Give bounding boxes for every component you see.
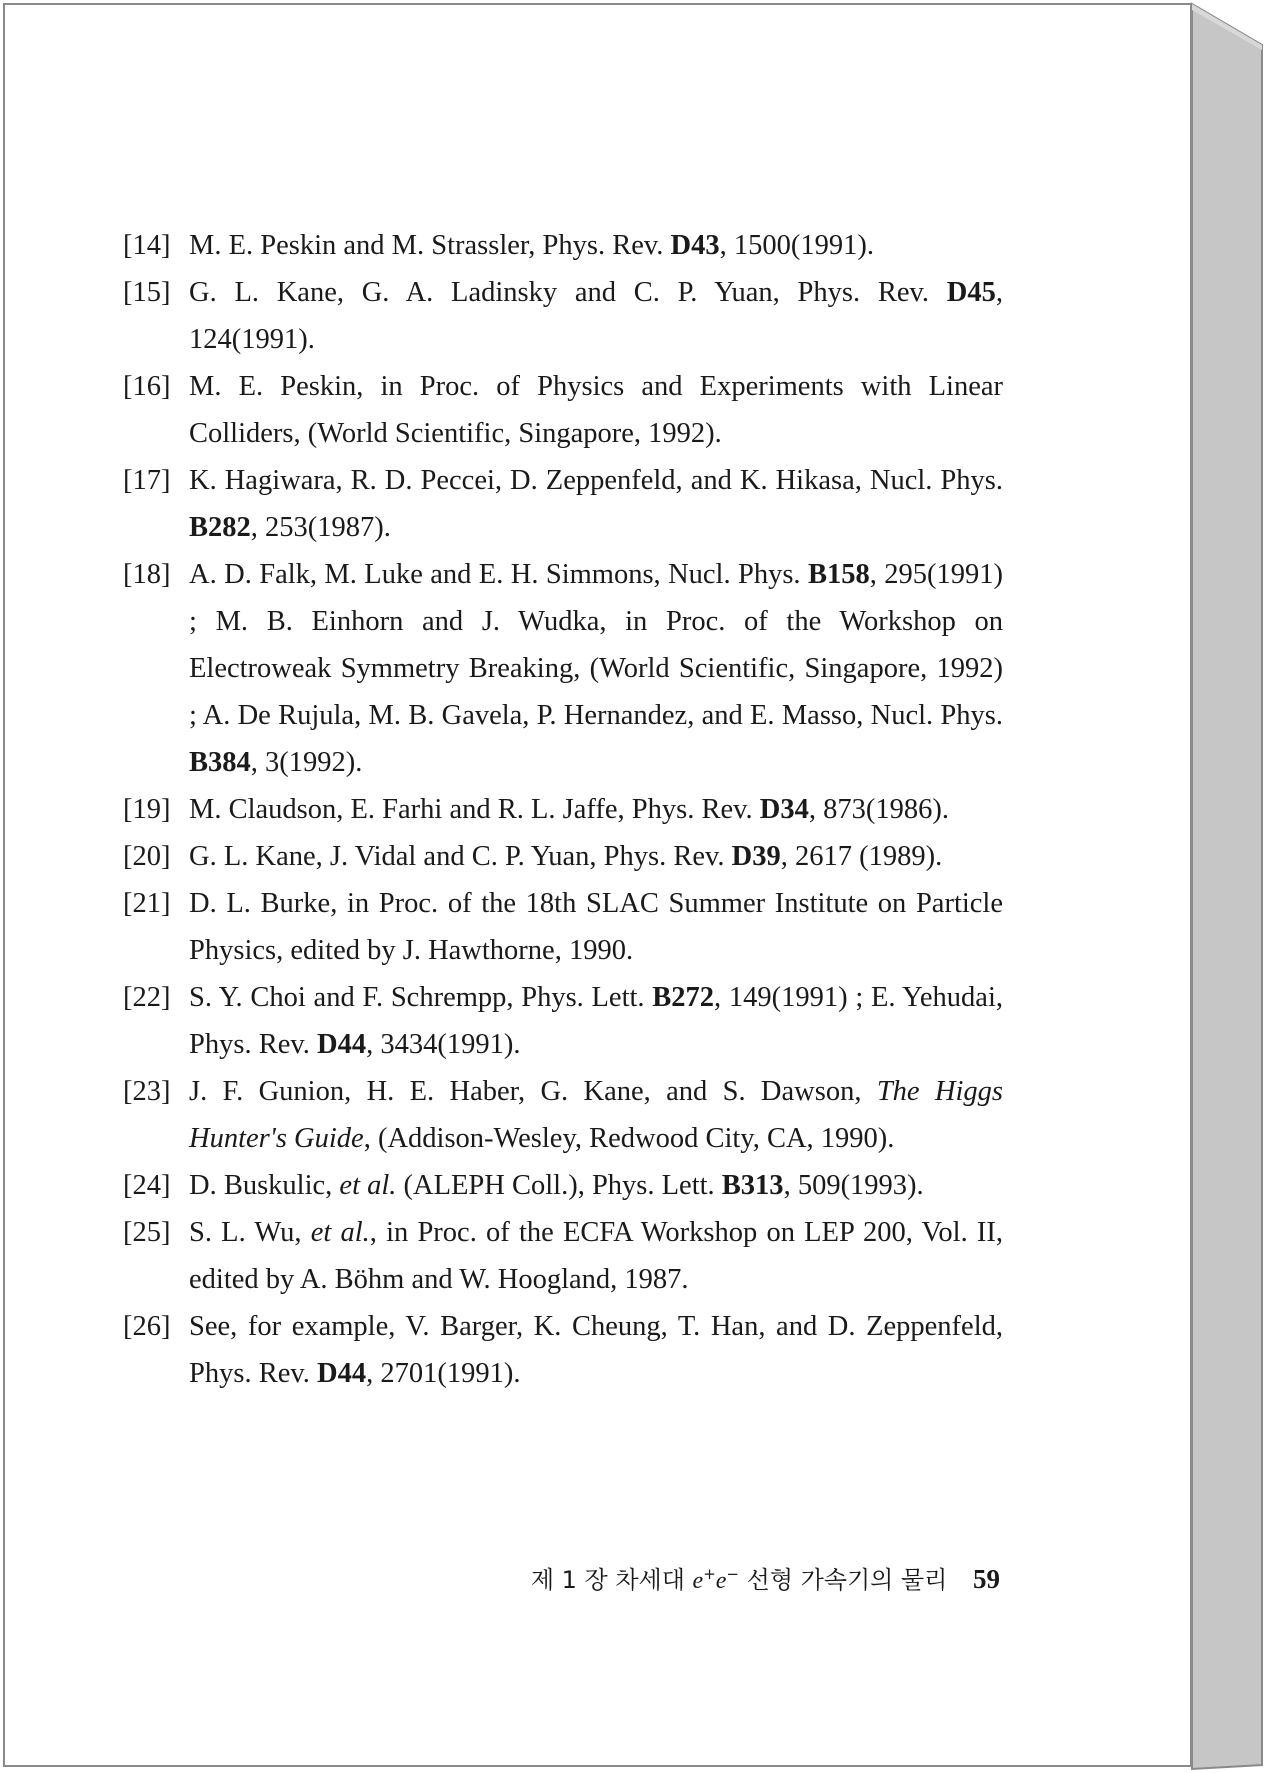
- citation-text: D. Buskulic,: [189, 1170, 340, 1201]
- volume-number: B282: [189, 512, 251, 543]
- reference-item: [123, 1303, 1003, 1397]
- minus-sign: −: [726, 1565, 739, 1583]
- reference-item: [123, 457, 1003, 551]
- chapter-title: 선형 가속기의 물리: [739, 1566, 948, 1594]
- citation-text: (ALEPH Coll.), Phys. Lett.: [396, 1170, 722, 1201]
- reference-text: [189, 1303, 1003, 1397]
- reference-text: [189, 1162, 1003, 1209]
- reference-number: [15]: [123, 277, 171, 308]
- citation-text: A. D. Falk, M. Luke and E. H. Simmons, Nucl. Phys.: [189, 559, 808, 590]
- italic-text: The Higgs Hunter's Guide: [189, 1076, 1004, 1154]
- plus-sign: +: [703, 1565, 716, 1583]
- reference-text: [189, 833, 1003, 880]
- reference-item: [123, 974, 1003, 1068]
- reference-text: [189, 222, 1003, 269]
- reference-text: [189, 1209, 1003, 1303]
- citation-text: , 295(1991) ; M. B. Einhorn and J. Wudka, in Proc. of the Workshop on Electroweak Symmetry Breaking, (World Scientific, Singapore, 1992) ; A. De Rujula, M. B. Gavela, P. Hernandez, and E. Masso, Nucl. Phys.: [189, 559, 1003, 731]
- citation-text: M. Claudson, E. Farhi and R. L. Jaffe, Phys. Rev.: [189, 794, 760, 825]
- reference-number: [18]: [123, 559, 171, 590]
- volume-number: D43: [670, 230, 720, 261]
- reference-number: [14]: [123, 230, 171, 261]
- volume-number: D34: [759, 794, 809, 825]
- citation-text: , 3434(1991).: [366, 1029, 521, 1060]
- citation-text: , 124(1991).: [189, 277, 1003, 355]
- citation-text: , 873(1986).: [808, 794, 949, 825]
- citation-text: , 149(1991) ; E. Yehudai, Phys. Rev.: [189, 982, 1003, 1060]
- volume-number: D39: [731, 841, 781, 872]
- reference-number: [19]: [123, 794, 171, 825]
- citation-text: See, for example, V. Barger, K. Cheung, T. Han, and D. Zeppenfeld, Phys. Rev.: [189, 1311, 1003, 1389]
- reference-number: [26]: [123, 1311, 171, 1342]
- volume-number: D45: [946, 277, 996, 308]
- reference-number: [25]: [123, 1217, 171, 1248]
- reference-item: [123, 786, 1003, 833]
- citation-text: , (Addison-Wesley, Redwood City, CA, 1990).: [363, 1123, 895, 1154]
- reference-number: [16]: [123, 371, 171, 402]
- volume-number: D44: [317, 1358, 367, 1389]
- positron-symbol: e: [715, 1568, 727, 1594]
- reference-list: [123, 222, 1003, 1397]
- reference-item: [123, 833, 1003, 880]
- reference-item: [123, 1162, 1003, 1209]
- reference-text: [189, 363, 1003, 457]
- reference-number: [24]: [123, 1170, 171, 1201]
- citation-text: , 2617 (1989).: [780, 841, 943, 872]
- citation-text: , in Proc. of the ECFA Workshop on LEP 200, Vol. II, edited by A. Böhm and W. Hoogland, 1987.: [189, 1217, 1003, 1295]
- volume-number: B313: [721, 1170, 784, 1201]
- reference-item: [123, 1068, 1003, 1162]
- reference-text: [189, 880, 1003, 974]
- volume-number: B272: [652, 982, 715, 1013]
- page-number: 59: [973, 1564, 1000, 1594]
- reference-item: [123, 222, 1003, 269]
- citation-text: K. Hagiwara, R. D. Peccei, D. Zeppenfeld, and K. Hikasa, Nucl. Phys.: [189, 465, 1003, 496]
- chapter-label: 제 1 장 차세대: [530, 1566, 685, 1594]
- citation-text: , 509(1993).: [783, 1170, 924, 1201]
- reference-text: [189, 1068, 1003, 1162]
- reference-text: [189, 786, 1003, 833]
- reference-text: [189, 551, 1003, 786]
- italic-text: et al.: [310, 1217, 370, 1248]
- citation-text: G. L. Kane, J. Vidal and C. P. Yuan, Phys. Rev.: [189, 841, 732, 872]
- reference-item: [123, 880, 1003, 974]
- reference-text: [189, 974, 1003, 1068]
- reference-number: [22]: [123, 982, 171, 1013]
- reference-number: [20]: [123, 841, 171, 872]
- reference-number: [17]: [123, 465, 171, 496]
- reference-item: [123, 1209, 1003, 1303]
- citation-text: S. L. Wu,: [189, 1217, 311, 1248]
- italic-text: et al.: [339, 1170, 397, 1201]
- citation-text: D. L. Burke, in Proc. of the 18th SLAC Summer Institute on Particle Physics, edited by J. Hawthorne, 1990.: [189, 888, 1003, 966]
- electron-symbol: e: [692, 1568, 704, 1594]
- citation-text: M. E. Peskin and M. Strassler, Phys. Rev.: [189, 230, 671, 261]
- citation-text: S. Y. Choi and F. Schrempp, Phys. Lett.: [189, 982, 653, 1013]
- citation-text: G. L. Kane, G. A. Ladinsky and C. P. Yuan, Phys. Rev.: [189, 277, 947, 308]
- reference-item: [123, 551, 1003, 786]
- reference-number: [21]: [123, 888, 171, 919]
- citation-text: J. F. Gunion, H. E. Haber, G. Kane, and S. Dawson,: [189, 1076, 877, 1107]
- reference-text: [189, 269, 1003, 363]
- volume-number: B158: [807, 559, 870, 590]
- reference-text: [189, 457, 1003, 551]
- citation-text: M. E. Peskin, in Proc. of Physics and Experiments with Linear Colliders, (World Scientific, Singapore, 1992).: [189, 371, 1003, 449]
- reference-item: [123, 269, 1003, 363]
- citation-text: , 2701(1991).: [366, 1358, 521, 1389]
- page-footer: [470, 1560, 1000, 1595]
- citation-text: , 1500(1991).: [719, 230, 874, 261]
- citation-text: , 3(1992).: [250, 747, 363, 778]
- reference-item: [123, 363, 1003, 457]
- reference-number: [23]: [123, 1076, 171, 1107]
- volume-number: D44: [317, 1029, 367, 1060]
- volume-number: B384: [189, 747, 251, 778]
- citation-text: , 253(1987).: [250, 512, 391, 543]
